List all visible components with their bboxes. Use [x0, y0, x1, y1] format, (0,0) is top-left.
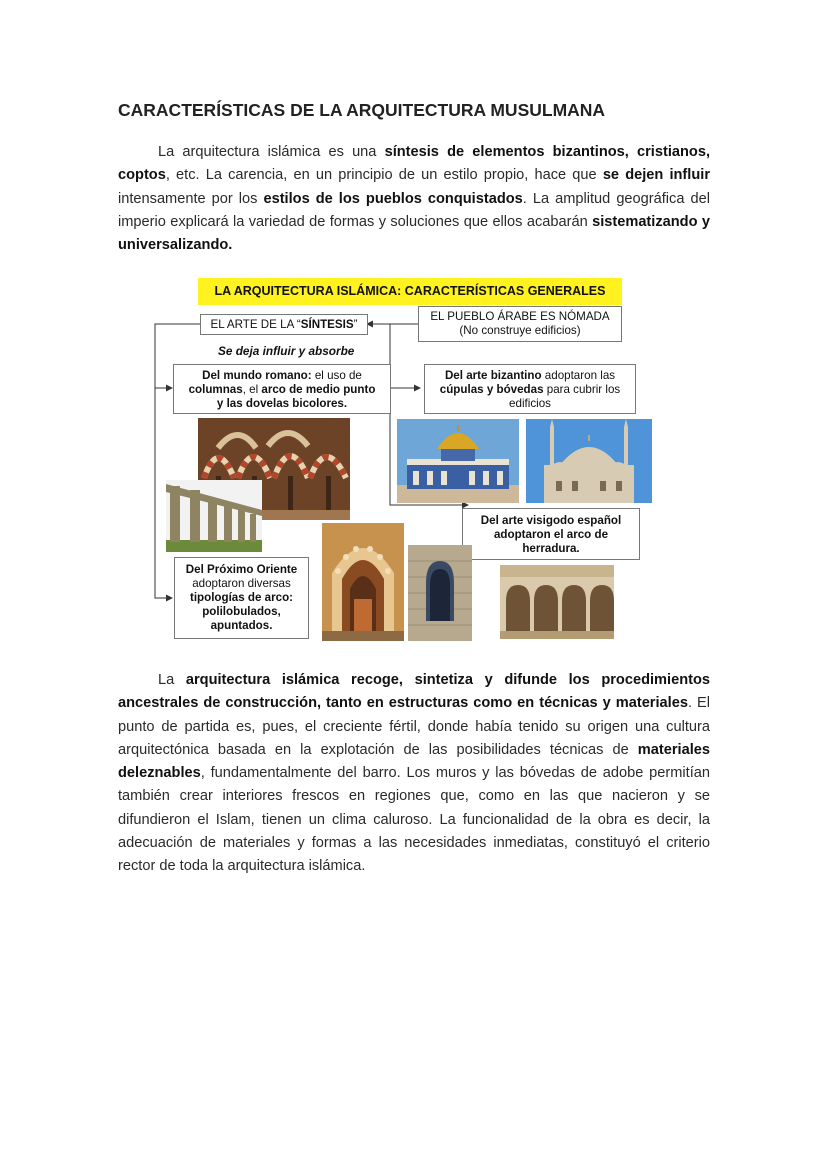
horseshoe-window-photo	[408, 545, 472, 641]
box-text-bold: polilobulados,	[202, 605, 281, 618]
byzantine-box	[424, 364, 636, 414]
diagram-title: LA ARQUITECTURA ISLÁMICA: CARACTERÍSTICAS GENERALES	[198, 278, 622, 305]
box-text: , el	[242, 383, 262, 396]
body-paragraph	[118, 669, 710, 879]
box-text-bold: y las dovelas bicolores.	[216, 397, 348, 410]
near-east-box	[174, 557, 309, 639]
cairo-mosque-photo	[526, 419, 652, 503]
bold-run: arquitectura islámica recoge, sintetiza y difunde los procedimientos ancestrales de construcción, tanto en estructuras como en técnicas y materiales	[118, 672, 710, 712]
bold-run: síntesis de elementos bizantinos, cristianos, coptos	[118, 144, 710, 184]
nomada-box	[418, 306, 622, 342]
box-text: edificios	[509, 397, 551, 410]
text-run: , etc. La carencia, en un principio de un estilo propio, hace que	[165, 167, 603, 184]
visigoth-box	[462, 508, 640, 560]
text-run: La arquitectura islámica es una	[158, 144, 385, 160]
box-text-bold: cúpulas y bóvedas	[439, 383, 544, 396]
bold-run: sistematizando y universalizando.	[118, 213, 711, 254]
box-text: adoptaron las	[541, 369, 616, 382]
box-line: adoptaron el arco de	[493, 528, 609, 541]
text-run: . El punto de partida es, pues, el creciente fértil, donde había tenido su origen una cultura arquitectónica basada en la explotación de las posibilidades técnicas de	[118, 695, 710, 758]
bold-run: se dejen influir	[602, 167, 710, 184]
bold-run: estilos de los pueblos conquistados	[263, 190, 523, 207]
box-text: adoptaron diversas	[192, 577, 291, 590]
intro-paragraph	[118, 141, 710, 257]
roman-box	[173, 364, 391, 414]
page-title: CARACTERÍSTICAS DE LA ARQUITECTURA MUSULMANA	[118, 100, 606, 120]
roman-aqueduct-photo	[166, 480, 262, 552]
box-text-bold: SÍNTESIS	[300, 318, 354, 331]
sintesis-box	[200, 314, 368, 335]
box-text-bold: apuntados.	[210, 619, 273, 632]
box-line: EL PUEBLO ÁRABE ES NÓMADA	[430, 310, 610, 323]
box-line: herradura.	[522, 542, 580, 555]
box-line: (No construye edificios)	[459, 324, 581, 337]
polylobed-arch-photo	[322, 523, 404, 641]
dome-of-the-rock-photo	[397, 419, 519, 503]
box-text: EL ARTE DE LA “	[210, 318, 301, 331]
text-run: La	[158, 672, 186, 688]
box-text: el uso de	[311, 369, 362, 382]
box-text: para cubrir los	[543, 383, 621, 396]
bold-run: materiales deleznables	[118, 741, 710, 782]
characteristics-diagram	[150, 275, 660, 645]
box-text-bold: Del mundo romano:	[202, 369, 312, 382]
box-line: Del arte visigodo español	[480, 514, 622, 527]
box-text-bold: Del Próximo Oriente	[185, 563, 298, 576]
box-text-bold: Del arte bizantino	[444, 369, 542, 382]
text-run: . La amplitud geográfica del imperio explicará la variedad de formas y soluciones que ellos acabarán	[118, 190, 710, 230]
text-run: , fundamentalmente del barro. Los muros y las bóvedas de adobe permitían también crear interiores frescos en regiones que, como en las que nacieron y se difundieron el Islam, tienen un clima caluroso. La funcionalidad de la obra es decir, la adecuación de materiales y formas a las necesidades inmediatas, constituyó el criterio rector de toda la arquitectura islámica.	[118, 765, 710, 875]
visigoth-arcade-photo	[500, 565, 614, 639]
text-run: intensamente por los	[118, 190, 264, 207]
box-text-bold: columnas	[188, 383, 243, 396]
box-text-bold: tipologías de arco:	[189, 591, 294, 604]
box-text: ”	[353, 318, 358, 331]
influence-note: Se deja influir y absorbe	[218, 344, 355, 358]
box-text-bold: arco de medio punto	[261, 383, 376, 396]
